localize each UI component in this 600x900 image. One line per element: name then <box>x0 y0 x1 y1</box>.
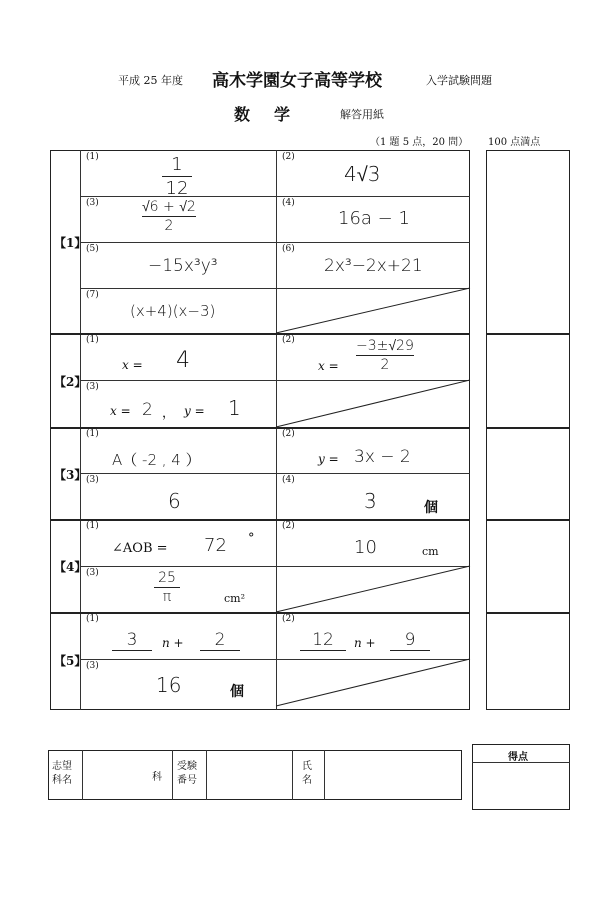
unit-label: cm <box>422 545 439 558</box>
numerator: 1 <box>171 154 183 175</box>
full-marks: 100 点満点 <box>488 137 541 148</box>
s2-q2-answer <box>356 337 414 373</box>
s1-q5-answer: −15x³y³ <box>148 256 218 276</box>
s1-q4-cell <box>276 196 470 242</box>
question-number: (2) <box>282 614 295 624</box>
question-number: (3) <box>86 661 99 671</box>
s3-q3-answer: 6 <box>168 489 181 513</box>
n-plus-label: n + <box>162 636 184 650</box>
s5-q2-cell <box>276 612 470 659</box>
y-equals-label: y = <box>184 404 205 418</box>
section-label-1: 【1】 <box>54 236 87 250</box>
question-number: (4) <box>282 198 295 208</box>
question-number: (6) <box>282 244 295 254</box>
question-number: (5) <box>86 244 99 254</box>
sheet-title: 解答用紙 <box>340 108 384 121</box>
s4-q2-answer: 10 <box>354 537 377 558</box>
exam-title: 入学試験問題 <box>426 74 492 87</box>
subject-title: 数 学 <box>234 105 295 124</box>
s1-q3-answer <box>142 198 196 234</box>
denominator: 2 <box>164 218 174 234</box>
s3-q3-cell <box>80 473 276 519</box>
question-number: (3) <box>86 475 99 485</box>
s5-q3-answer: 16 <box>156 673 182 697</box>
score-divider <box>486 612 570 614</box>
denominator: 2 <box>380 357 390 373</box>
question-number: (3) <box>86 568 99 578</box>
course-field[interactable] <box>90 754 168 796</box>
degree-unit: ° <box>248 531 255 546</box>
s3-q4-answer: 3 <box>364 489 377 513</box>
s5-q2-coef-answer: 12 <box>300 630 346 651</box>
question-number: (1) <box>86 521 99 531</box>
s2-q3-y-answer: 1 <box>228 396 241 420</box>
question-number: (3) <box>86 382 99 392</box>
s1-q3-cell <box>80 196 276 242</box>
name-label: 氏 名 <box>302 761 312 786</box>
s2-q3-cell <box>80 380 276 427</box>
s1-q4-answer: 16a − 1 <box>338 208 410 229</box>
info-divider <box>292 750 293 800</box>
question-number: (7) <box>86 290 99 300</box>
question-number: (2) <box>282 429 295 439</box>
info-divider <box>324 750 325 800</box>
question-number: (4) <box>282 475 295 485</box>
s1-q7-answer: (x+4)(x−3) <box>130 302 216 320</box>
question-number: (1) <box>86 335 99 345</box>
s5-q1-coef-answer: 3 <box>112 630 152 651</box>
s1-q1-cell <box>80 150 276 199</box>
s3-q1-cell <box>80 427 276 473</box>
exam-number-field[interactable] <box>210 754 288 796</box>
s5-q2-const-answer: 9 <box>390 630 430 651</box>
course-suffix: 科 <box>152 772 162 783</box>
name-field[interactable] <box>328 754 458 796</box>
numerator: √6 + √2 <box>142 199 196 215</box>
n-plus-label: n + <box>354 636 376 650</box>
score-divider <box>486 333 570 335</box>
numerator: −3±√29 <box>356 338 414 354</box>
s3-q2-answer: 3x − 2 <box>354 447 411 467</box>
info-divider <box>82 750 83 800</box>
x-equals-label: x = <box>110 404 131 418</box>
score-divider <box>486 519 570 521</box>
s2-q3-x-answer: 2 <box>142 400 153 420</box>
s1-q2-answer: 4√3 <box>344 162 381 186</box>
s2-q1-answer: 4 <box>176 348 190 373</box>
exam-number-label: 受験 番号 <box>177 761 197 786</box>
unit-label: 個 <box>230 684 244 700</box>
question-number: (2) <box>282 152 295 162</box>
s5-q3-cell <box>80 659 276 710</box>
s4-q1-cell <box>80 519 276 566</box>
s1-q1-answer <box>162 154 192 199</box>
s4-q1-answer: 72 <box>204 535 227 556</box>
numerator: 25 <box>158 570 176 586</box>
s5-q1-cell <box>80 612 276 659</box>
score-column <box>486 150 570 710</box>
denominator: 12 <box>165 178 189 199</box>
s1-q6-answer: 2x³−2x+21 <box>324 256 423 276</box>
section-label-5: 【5】 <box>54 654 87 668</box>
question-number: (1) <box>86 152 99 162</box>
section-label-2: 【2】 <box>54 375 87 389</box>
question-number: (2) <box>282 521 295 531</box>
denominator: π <box>162 589 172 605</box>
y-equals-label: y = <box>318 452 339 466</box>
question-number: (3) <box>86 198 99 208</box>
info-divider <box>206 750 207 800</box>
unit-label: 個 <box>424 500 438 516</box>
info-divider <box>172 750 173 800</box>
s4-q3-cell <box>80 566 276 612</box>
unit-label: cm² <box>224 592 246 605</box>
x-equals-label: x = <box>318 359 339 373</box>
s3-q1-answer: A（ -2 , 4 ） <box>112 451 201 469</box>
points-note: （1 題 5 点，20 問） <box>370 137 469 148</box>
s5-q1-const-answer: 2 <box>200 630 240 651</box>
s3-q4-cell <box>276 473 470 519</box>
s1-q2-cell <box>276 150 470 196</box>
s4-q2-cell <box>276 519 470 566</box>
s2-q2-cell <box>276 333 470 380</box>
s1-q7-cell <box>80 288 276 333</box>
question-number: (2) <box>282 335 295 345</box>
header-year: 平成 25 年度 <box>118 74 183 87</box>
s2-q1-cell <box>80 333 276 380</box>
score-label: 得点 <box>508 752 528 763</box>
school-name: 高木学園女子高等学校 <box>212 71 382 91</box>
section-label-4: 【4】 <box>54 560 87 574</box>
s1-q5-cell <box>80 242 276 288</box>
course-label: 志望 科名 <box>52 761 72 786</box>
s4-q3-answer <box>154 570 180 605</box>
x-equals-label: x = <box>122 358 143 372</box>
s1-q6-cell <box>276 242 470 288</box>
separator: ， <box>162 406 176 421</box>
angle-label: ∠AOB = <box>112 541 168 556</box>
question-number: (1) <box>86 429 99 439</box>
s3-q2-cell <box>276 427 470 473</box>
question-number: (1) <box>86 614 99 624</box>
score-divider <box>486 427 570 429</box>
section-label-3: 【3】 <box>54 468 87 482</box>
